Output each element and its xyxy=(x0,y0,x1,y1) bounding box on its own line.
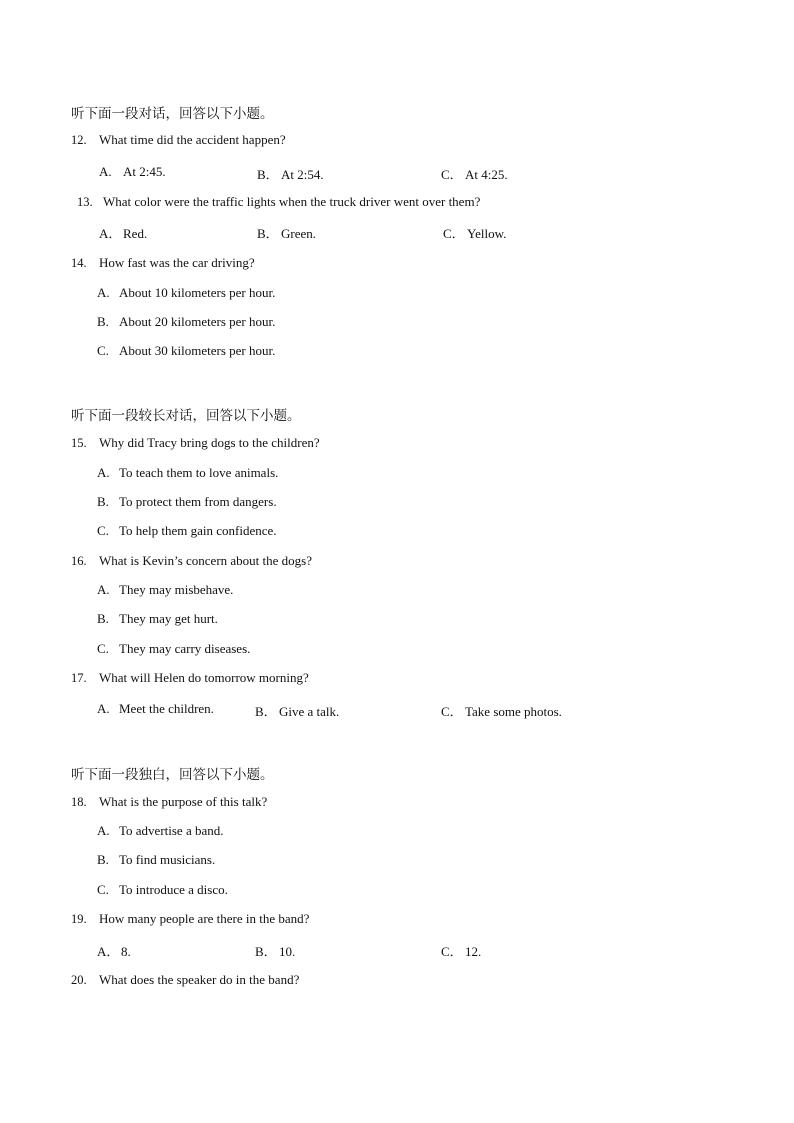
option-text: To advertise a band. xyxy=(119,823,224,838)
option-letter: B. xyxy=(97,611,109,626)
option-a xyxy=(97,823,224,839)
option-c xyxy=(97,343,275,359)
option-letter: C． xyxy=(443,226,465,241)
option-a xyxy=(97,285,275,301)
option-letter: B． xyxy=(255,944,277,959)
question-number: 18. xyxy=(71,795,87,809)
option-a xyxy=(99,223,147,242)
question-number: 13. xyxy=(77,195,93,209)
option-text: About 10 kilometers per hour. xyxy=(119,285,276,300)
option-text: Green. xyxy=(281,226,317,241)
option-a xyxy=(97,465,278,481)
question-number: 14. xyxy=(71,256,87,270)
option-c xyxy=(97,882,228,898)
question-text: What is Kevin’s concern about the dogs? xyxy=(99,553,312,568)
section-heading: 听下面一段对话，回答以下小题。 xyxy=(71,106,274,122)
question-text: What is the purpose of this talk? xyxy=(99,794,268,809)
option-c xyxy=(97,523,277,539)
question-number: 19. xyxy=(71,912,87,926)
option-text: Take some photos. xyxy=(465,704,562,719)
question-text: What will Helen do tomorrow morning? xyxy=(99,670,309,685)
option-letter: A． xyxy=(99,226,122,241)
option-letter: C. xyxy=(97,882,109,897)
option-letter: B． xyxy=(255,704,277,719)
option-c xyxy=(443,223,506,242)
option-text: At 4:25. xyxy=(465,167,508,182)
option-c xyxy=(97,641,250,657)
option-b xyxy=(97,611,218,627)
question-number: 15. xyxy=(71,436,87,450)
option-text: To introduce a disco. xyxy=(119,882,228,897)
option-b xyxy=(97,494,277,510)
question-text: What does the speaker do in the band? xyxy=(99,972,300,987)
option-letter: A. xyxy=(99,164,112,179)
option-letter: C． xyxy=(441,167,463,182)
option-b xyxy=(257,164,324,183)
option-letter: A. xyxy=(97,285,110,300)
option-text: They may misbehave. xyxy=(119,582,234,597)
option-text: 12. xyxy=(465,944,482,959)
option-text: Give a talk. xyxy=(279,704,340,719)
question-text: What color were the traffic lights when the truck driver went over them? xyxy=(103,194,481,209)
option-b xyxy=(255,941,295,960)
option-text: At 2:45. xyxy=(123,164,166,179)
option-letter: A． xyxy=(97,944,120,959)
option-a xyxy=(97,701,214,717)
option-text: Red. xyxy=(123,226,148,241)
question-number: 17. xyxy=(71,671,87,685)
option-letter: C. xyxy=(97,641,109,656)
option-text: To find musicians. xyxy=(119,852,216,867)
question-number: 16. xyxy=(71,554,87,568)
option-letter: B． xyxy=(257,167,279,182)
option-c xyxy=(441,701,562,720)
option-a xyxy=(99,164,166,180)
option-letter: B． xyxy=(257,226,279,241)
option-text: To help them gain confidence. xyxy=(119,523,277,538)
section-heading: 听下面一段较长对话，回答以下小题。 xyxy=(71,408,301,424)
question-number: 20. xyxy=(71,973,87,987)
option-a xyxy=(97,941,131,960)
option-text: To protect them from dangers. xyxy=(119,494,277,509)
option-b xyxy=(97,314,275,330)
option-b xyxy=(255,701,339,720)
option-text: At 2:54. xyxy=(281,167,324,182)
option-text: To teach them to love animals. xyxy=(119,465,279,480)
option-letter: A. xyxy=(97,701,110,716)
option-text: About 30 kilometers per hour. xyxy=(119,343,276,358)
option-text: About 20 kilometers per hour. xyxy=(119,314,276,329)
question-text: Why did Tracy bring dogs to the children? xyxy=(99,435,320,450)
option-letter: A. xyxy=(97,582,110,597)
option-b xyxy=(257,223,316,242)
question-text: How fast was the car driving? xyxy=(99,255,255,270)
option-letter: A. xyxy=(97,823,110,838)
question-text: What time did the accident happen? xyxy=(99,132,286,147)
question-number: 12. xyxy=(71,133,87,147)
option-text: 8. xyxy=(121,944,131,959)
section-heading: 听下面一段独白，回答以下小题。 xyxy=(71,767,274,783)
option-c xyxy=(441,941,481,960)
option-a xyxy=(97,582,233,598)
option-letter: C. xyxy=(97,523,109,538)
option-text: Meet the children. xyxy=(119,701,214,716)
option-text: Yellow. xyxy=(467,226,507,241)
option-letter: B. xyxy=(97,314,109,329)
option-letter: C． xyxy=(441,704,463,719)
option-text: They may carry diseases. xyxy=(119,641,251,656)
option-text: They may get hurt. xyxy=(119,611,218,626)
option-text: 10. xyxy=(279,944,296,959)
option-letter: B. xyxy=(97,852,109,867)
option-letter: A. xyxy=(97,465,110,480)
question-text: How many people are there in the band? xyxy=(99,911,310,926)
option-letter: C. xyxy=(97,343,109,358)
option-b xyxy=(97,852,215,868)
option-letter: C． xyxy=(441,944,463,959)
option-c xyxy=(441,164,508,183)
option-letter: B. xyxy=(97,494,109,509)
